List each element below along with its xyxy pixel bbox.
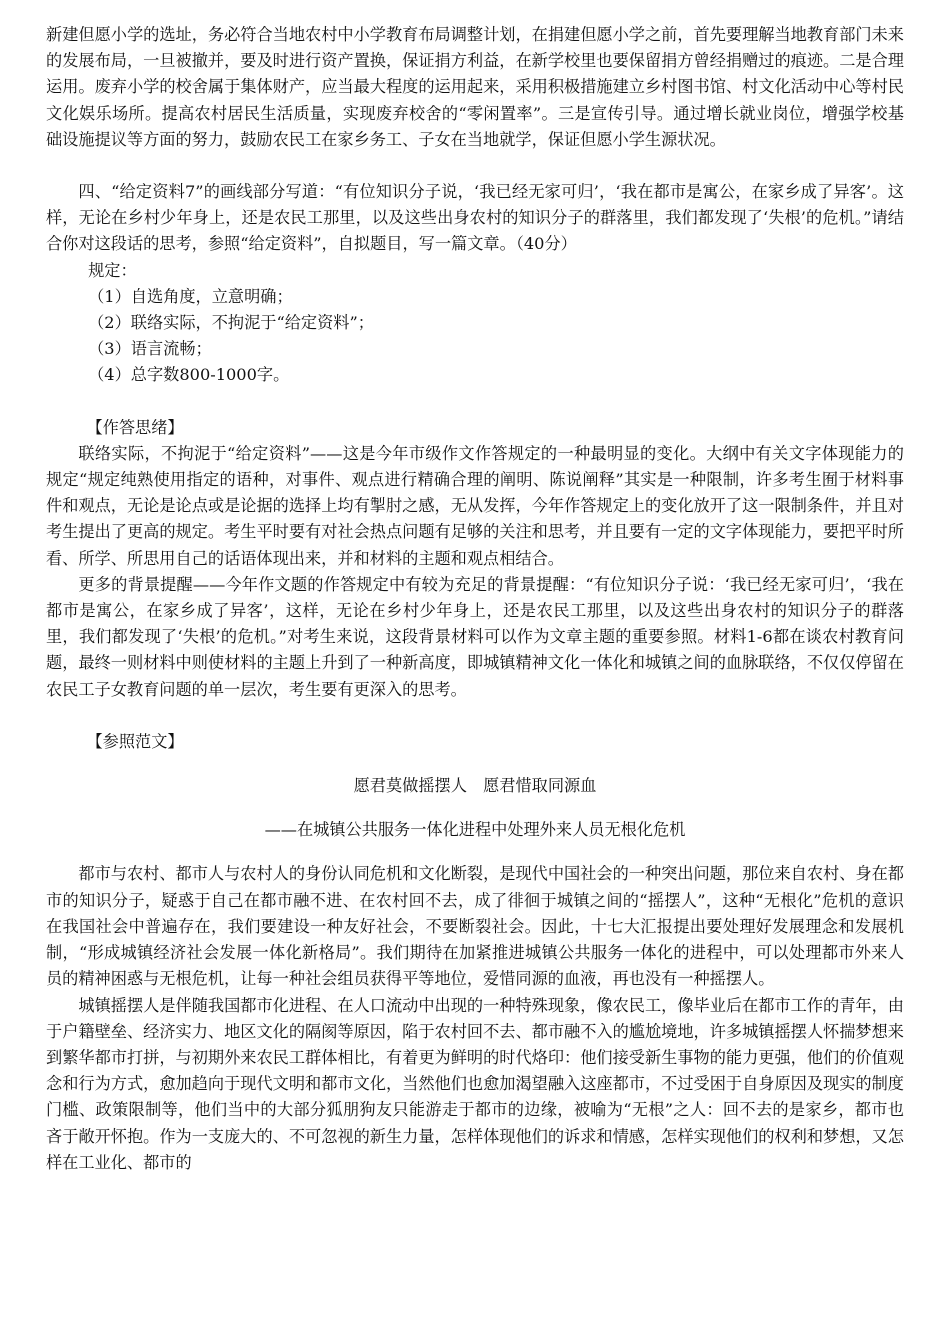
- essay-title: 愿君莫做摇摆人 愿君惜取同源血: [353, 776, 597, 796]
- thinking-paragraph: 更多的背景提醒——今年作文题的作答规定中有较为充足的背景提醒：“有位知识分子说：‘我已经无家可归’，‘我在都市是寓公，在家乡成了异客’，这样，无论在乡村少年身上，还是农民工那里，以及这些出身农村的知识分子的群落里，我们都发现了‘失根’的危机。”对考生来说，这段背景材料可以作为文章主题的重要参照。材料1-6都在谈农村教育问题，最终一则材料中则使材料的主题上升到了一种新高度，即城镇精神文化一体化和城镇之间的血脉联络，不仅仅停留在农民工子女教育问题的单一层次，考生要有更深入的思考。: [46, 574, 904, 699]
- rule-item: （4）总字数800-1000字。: [88, 365, 290, 385]
- essay-subtitle: ——在城镇公共服务一体化进程中处理外来人员无根化危机: [264, 820, 686, 840]
- essay-paragraph: 城镇摇摆人是伴随我国都市化进程、在人口流动中出现的一种特殊现象，像农民工，像毕业后在都市工作的青年，由于户籍壁垒、经济实力、地区文化的隔阂等原因，陷于农村回不去、都市融不入的尴尬境地，许多城镇摇摆人怀揣梦想来到繁华都市打拼，与初期外来农民工群体相比，有着更为鲜明的时代烙印：他们接受新生事物的能力更强，他们的价值观念和行为方式，愈加趋向于现代文明和都市文化，当然他们也愈加渴望融入这座都市，不过受困于自身原因及现实的制度门槛、政策限制等，他们当中的大部分狐朋狗友只能游走于都市的边缘，被喻为“无根”之人：回不去的是家乡，都市也吝于敞开怀抱。作为一支庞大的、不可忽视的新生力量，怎样体现他们的诉求和情感，怎样实现他们的权利和梦想，又怎样在工业化、都市的: [46, 995, 904, 1172]
- thinking-paragraph: 联络实际，不拘泥于“给定资料”——这是今年市级作文作答规定的一种最明显的变化。大纲中有关文字体现能力的规定“规定纯熟使用指定的语种，对事件、观点进行精确合理的阐明、陈说阐释”其实是一种限制，许多考生囿于材料事件和观点，无论是论点或是论据的选择上均有掣肘之感，无从发挥，今年作答规定上的变化放开了这一限制条件，并且对考生提出了更高的规定。考生平时要有对社会热点问题有足够的关注和思考，并且要有一定的文字体现能力，要把平时所看、所学、所思用自己的话语体现出来，并和材料的主题和观点相结合。: [46, 443, 904, 568]
- rules-list: [46, 284, 904, 389]
- question-text: 四、“给定资料7”的画线部分写道：“有位知识分子说，‘我已经无家可归’，‘我在都市是寓公，在家乡成了异客’。这样，无论在乡村少年身上，还是农民工那里，以及这些出身农村的知识分子的群落里，我们都发现了‘失根’的危机。”请结合你对这段话的思考，参照“给定资料”，自拟题目，写一篇文章。（40分）: [46, 182, 904, 254]
- rule-item: （3）语言流畅；: [88, 339, 212, 359]
- thinking-heading: 【作答思绪】: [86, 417, 184, 437]
- essay-paragraph: 都市与农村、都市人与农村人的身份认同危机和文化断裂，是现代中国社会的一种突出问题，那位来自农村、身在都市的知识分子，疑惑于自己在都市融不进、在农村回不去，成了徘徊于城镇之间的“摇摆人”，这种“无根化”危机的意识在我国社会中普遍存在，我们要建设一种友好社会，不要断裂社会。因此，十七大汇报提出要处理好发展理念和发展机制，“形成城镇经济社会发展一体化新格局”。我们期待在加紧推进城镇公共服务一体化的进程中，可以处理都市外来人员的精神困惑与无根危机，让每一种社会组员获得平等地位，爱惜同源的血液，再也没有一种摇摆人。: [46, 864, 904, 989]
- intro-paragraph: 新建但愿小学的选址，务必符合当地农村中小学教育布局调整计划，在捐建但愿小学之前，首先要理解当地教育部门未来的发展布局，一旦被撤并，要及时进行资产置换，保证捐方利益，在新学校里也要保留捐方曾经捐赠过的痕迹。二是合理运用。废弃小学的校舍属于集体财产，应当最大程度的运用起来，采用积极措施建立乡村图书馆、村文化活动中心等村民文化娱乐场所。提高农村居民生活质量，实现废弃校舍的“零闲置率”。三是宣传引导。通过增长就业岗位，增强学校基础设施提议等方面的努力，鼓励农民工在家乡务工、子女在当地就学，保证但愿小学生源状况。: [46, 25, 904, 149]
- rules-label: 规定：: [88, 260, 137, 280]
- rule-item: （1）自选角度，立意明确；: [88, 286, 293, 306]
- essay-heading: 【参照范文】: [86, 731, 184, 751]
- rule-item: （2）联络实际，不拘泥于“给定资料”；: [88, 313, 374, 333]
